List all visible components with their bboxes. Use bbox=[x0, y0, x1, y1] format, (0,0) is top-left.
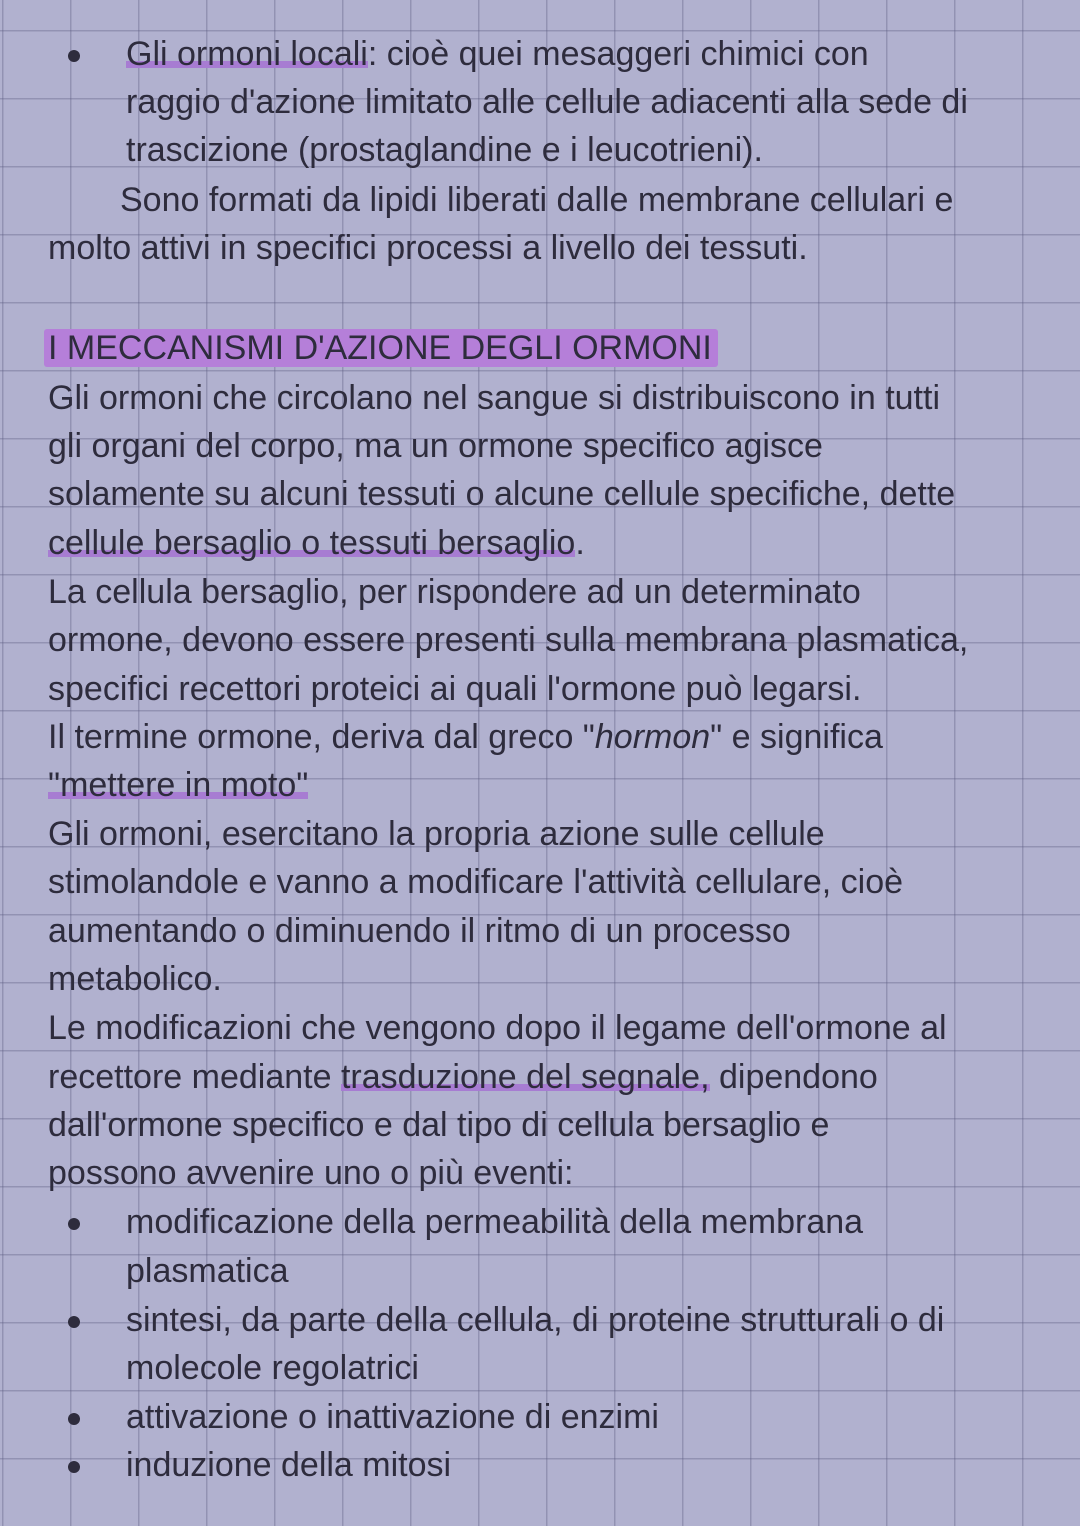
lipidi-line-2: molto attivi in specifici processi a livello dei tessuti. bbox=[48, 229, 808, 267]
section-heading: I MECCANISMI D'AZIONE DEGLI ORMONI bbox=[48, 324, 718, 372]
bullet-dot bbox=[68, 50, 80, 62]
ormoni-locali-line-1: Gli ormoni locali: cioè quei mesaggeri chimici con bbox=[126, 35, 869, 73]
trasduzione-term: trasduzione del segnale, bbox=[340, 1058, 710, 1096]
bullet-dot bbox=[68, 1316, 80, 1328]
modificazioni-line-1: Le modificazioni che vengono dopo il legame dell'ormone al bbox=[48, 1009, 947, 1047]
bullet-dot bbox=[68, 1413, 80, 1425]
bersaglio-line-1: Gli ormoni che circolano nel sangue si distribuiscono in tutti bbox=[48, 379, 941, 417]
recettori-line-3: specifici recettori proteici ai quali l'ormone può legarsi. bbox=[48, 670, 862, 708]
bersaglio-line-2: gli organi del corpo, ma un ormone specifico agisce bbox=[48, 427, 823, 465]
evento-1-line-2: plasmatica bbox=[126, 1252, 289, 1290]
modificazioni-line-4: possono avvenire uno o più eventi: bbox=[48, 1154, 574, 1192]
recettori-line-2: ormone, devono essere presenti sulla membrana plasmatica, bbox=[48, 621, 969, 659]
recettori-line-1: La cellula bersaglio, per rispondere ad un determinato bbox=[48, 573, 861, 611]
evento-3: attivazione o inattivazione di enzimi bbox=[126, 1398, 659, 1436]
evento-4: induzione della mitosi bbox=[126, 1446, 452, 1484]
bullet-dot bbox=[68, 1218, 80, 1230]
modificazioni-line-2: recettore mediante trasduzione del segnale, dipendono bbox=[48, 1058, 878, 1096]
azione-line-3: aumentando o diminuendo il ritmo di un processo bbox=[48, 912, 791, 950]
bullet-dot bbox=[68, 1461, 80, 1473]
termine-line-2 bbox=[48, 761, 308, 809]
evento-1-line-1: modificazione della permeabilità della membrana bbox=[126, 1203, 864, 1241]
azione-line-1: Gli ormoni, esercitano la propria azione sulle cellule bbox=[48, 815, 825, 853]
azione-line-4: metabolico. bbox=[48, 960, 222, 998]
ormoni-locali-line-2: raggio d'azione limitato alle cellule adiacenti alla sede di bbox=[126, 83, 968, 121]
mettere-in-moto-term: "mettere in moto" bbox=[48, 766, 309, 804]
ormoni-locali-line-3: trascizione (prostaglandine e i leucotrieni). bbox=[126, 131, 763, 169]
evento-2-line-1: sintesi, da parte della cellula, di proteine strutturali o di bbox=[126, 1301, 945, 1339]
bersaglio-line-3: solamente su alcuni tessuti o alcune cellule specifiche, dette bbox=[48, 475, 956, 513]
hormon-word: hormon bbox=[594, 718, 711, 756]
lipidi-line-1: Sono formati da lipidi liberati dalle membrane cellulari e bbox=[120, 181, 954, 219]
ormoni-locali-term: Gli ormoni locali bbox=[126, 35, 368, 73]
cellule-bersaglio-term: cellule bersaglio o tessuti bersaglio bbox=[48, 524, 576, 562]
evento-2-line-2: molecole regolatrici bbox=[126, 1349, 419, 1387]
termine-line-1: Il termine ormone, deriva dal greco "hormon" e significa bbox=[48, 718, 883, 756]
bersaglio-line-4: cellule bersaglio o tessuti bersaglio. bbox=[48, 524, 585, 562]
modificazioni-line-3: dall'ormone specifico e dal tipo di cellula bersaglio e bbox=[48, 1106, 830, 1144]
azione-line-2: stimolandole e vanno a modificare l'attività cellulare, cioè bbox=[48, 863, 904, 901]
